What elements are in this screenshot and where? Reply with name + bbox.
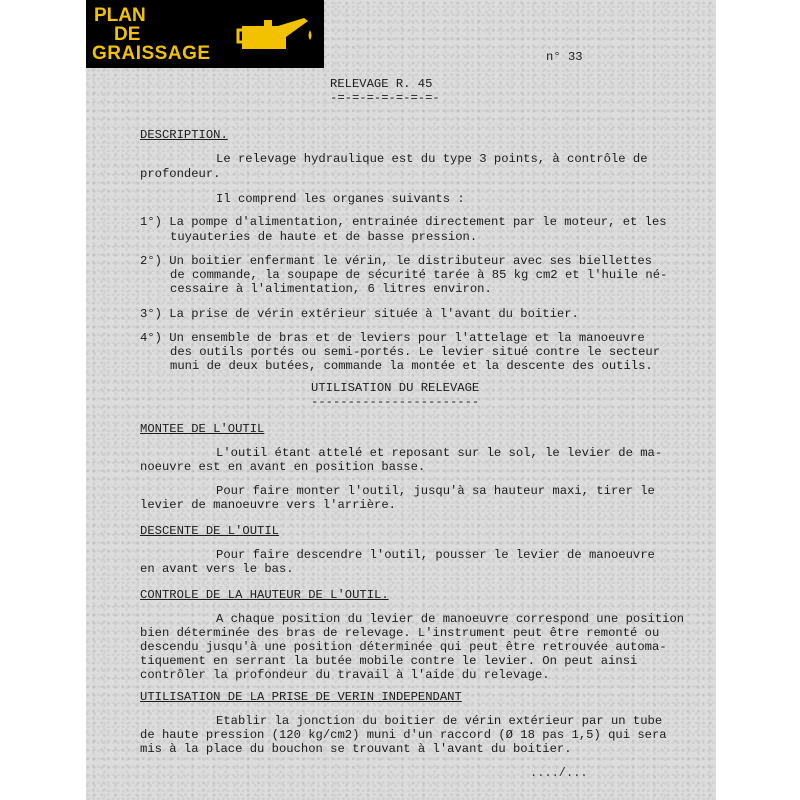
utilisation-rule: ----------------------- xyxy=(311,395,480,409)
oil-can-icon xyxy=(236,8,318,60)
logo-word-de: DE xyxy=(114,24,141,45)
section-heading-descente: DESCENTE DE L'OUTIL xyxy=(140,524,279,538)
paragraph-line: de haute pression (120 kg/cm2) muni d'un raccord (Ø 18 pas 1,5) qui sera xyxy=(140,728,667,742)
paragraph-line: Pour faire monter l'outil, jusqu'à sa hauteur maxi, tirer le xyxy=(216,484,655,498)
paragraph-line: L'outil étant attelé et reposant sur le sol, le levier de ma- xyxy=(216,446,663,460)
paragraph-line: descendu jusqu'à une position déterminée qui peut être retrouvée automa- xyxy=(140,640,667,654)
paragraph-line: levier de manoeuvre vers l'arrière. xyxy=(140,498,396,512)
logo-word-graissage: GRAISSAGE xyxy=(92,43,211,64)
paragraph-line: A chaque position du levier de manoeuvre correspond une position xyxy=(216,612,685,626)
paragraph-line: contrôler la profondeur du travail à l'aide du relevage. xyxy=(140,668,550,682)
paragraph-line: mis à la place du bouchon se trouvant à l'avant du boitier. xyxy=(140,742,572,756)
list-item-2-cont: cessaire à l'alimentation, 6 litres environ. xyxy=(170,282,492,296)
paragraph-line: Il comprend les organes suivants : xyxy=(216,192,465,206)
continuation-mark: ..../... xyxy=(530,766,588,780)
paragraph-line: profondeur. xyxy=(140,167,221,181)
section-heading-controle: CONTROLE DE LA HAUTEUR DE L'OUTIL. xyxy=(140,588,389,602)
list-item-4: 4°) Un ensemble de bras et de leviers pour l'attelage et la manoeuvre xyxy=(140,331,645,345)
plan-de-graissage-logo xyxy=(86,0,324,68)
paragraph-line: Etablir la jonction du boitier de vérin extérieur par un tube xyxy=(216,714,663,728)
paragraph-line: noeuvre est en avant en position basse. xyxy=(140,460,426,474)
paragraph-line: bien déterminée des bras de relevage. L'instrument peut être remonté ou xyxy=(140,626,660,640)
list-item-1: 1°) La pompe d'alimentation, entrainée directement par le moteur, et les xyxy=(140,215,667,229)
section-heading-utilisation: UTILISATION DU RELEVAGE xyxy=(311,381,480,395)
section-heading-montee: MONTEE DE L'OUTIL xyxy=(140,422,265,436)
paragraph-line: tiquement en serrant la butée mobile contre le levier. On peut ainsi xyxy=(140,654,638,668)
section-heading-prise: UTILISATION DE LA PRISE DE VERIN INDEPENDANT xyxy=(140,690,462,704)
paragraph-line: Le relevage hydraulique est du type 3 points, à contrôle de xyxy=(216,152,648,166)
document-number: n° 33 xyxy=(546,50,583,64)
list-item-2-cont: de commande, la soupape de sécurité tarée à 85 kg cm2 et l'huile né- xyxy=(170,268,668,282)
list-item-4-cont: des outils portés ou semi-portés. Le levier situé contre le secteur xyxy=(170,345,661,359)
paragraph-line: Pour faire descendre l'outil, pousser le levier de manoeuvre xyxy=(216,548,655,562)
list-item-4-cont: muni de deux butées, commande la montée et la descente des outils. xyxy=(170,359,653,373)
section-heading-description: DESCRIPTION. xyxy=(140,128,228,142)
document-title: RELEVAGE R. 45 xyxy=(330,77,433,91)
list-item-1-cont: tuyauteries de haute et de basse pression. xyxy=(170,230,478,244)
title-rule: -=-=-=-=-=-=-=- xyxy=(330,91,440,105)
logo-word-plan: PLAN xyxy=(94,5,146,26)
list-item-3: 3°) La prise de vérin extérieur située à l'avant du boitier. xyxy=(140,307,579,321)
paragraph-line: en avant vers le bas. xyxy=(140,562,294,576)
list-item-2: 2°) Un boitier enfermant le vérin, le distributeur avec ses biellettes xyxy=(140,254,652,268)
